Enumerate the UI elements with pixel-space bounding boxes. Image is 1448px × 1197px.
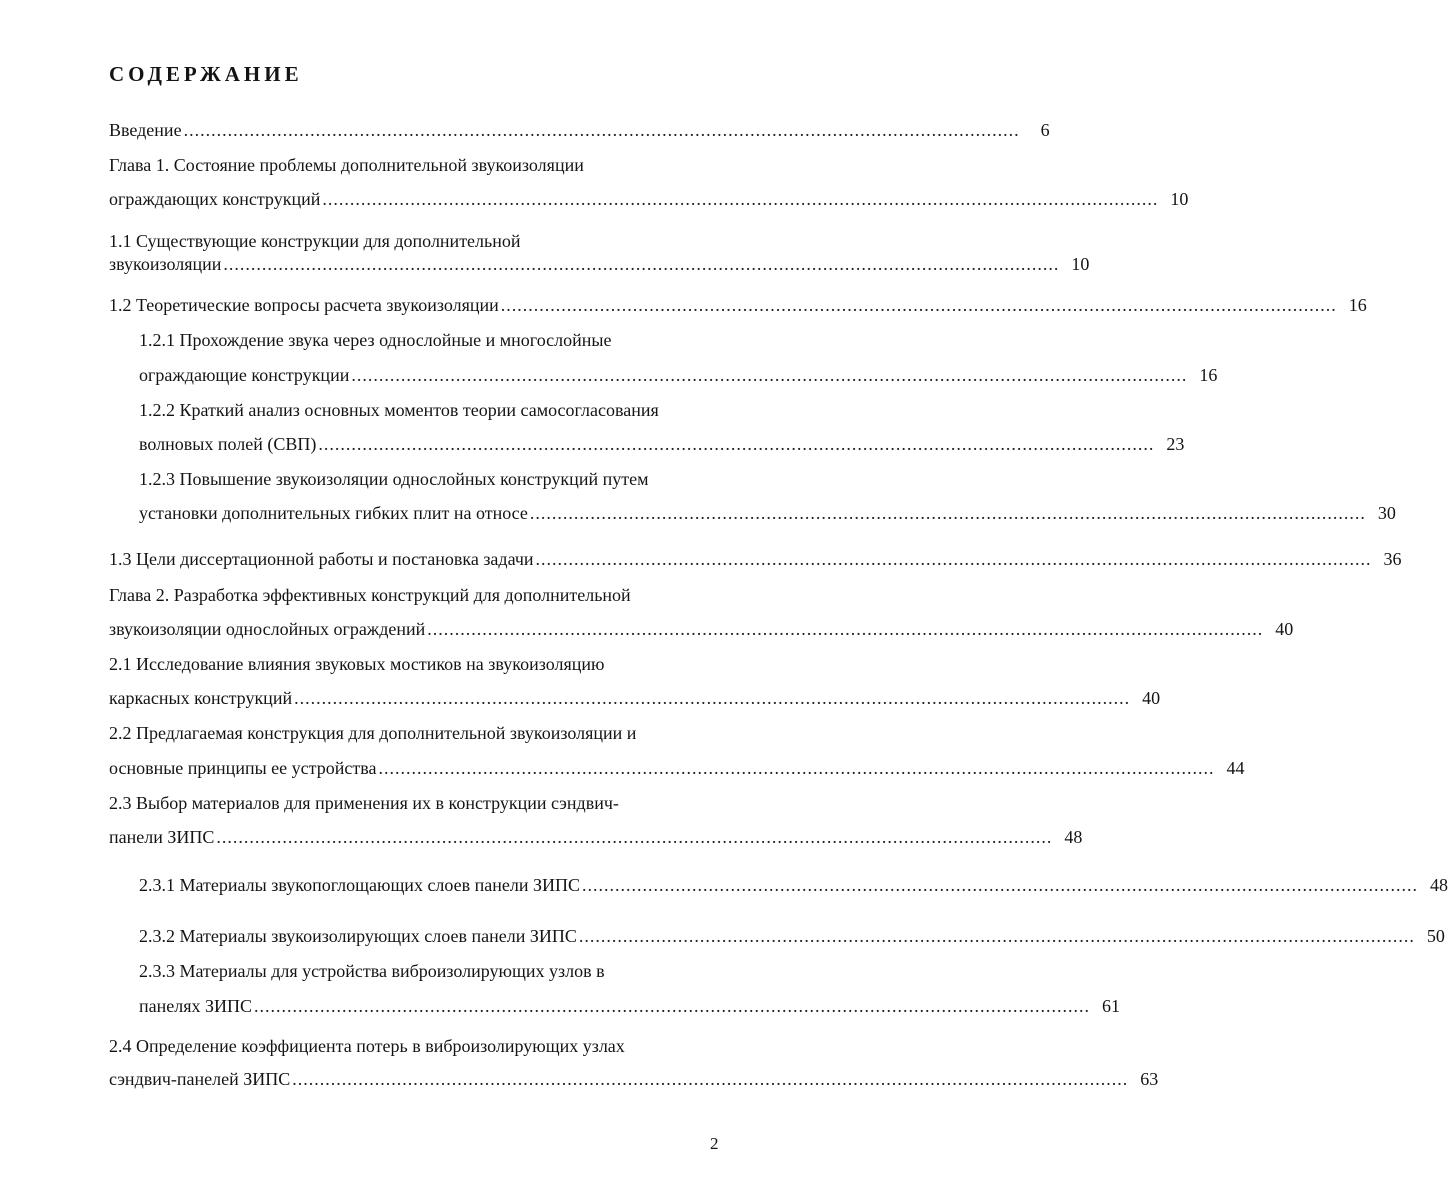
toc-page-number: 16 — [1348, 295, 1367, 315]
toc-entry-text: сэндвич-панелей ЗИПС — [109, 1069, 291, 1089]
toc-page-number: 40 — [1275, 619, 1294, 639]
toc-entry-2-3 — [109, 825, 1083, 849]
dot-leader: ........................................................................................................................................................ — [216, 827, 1053, 847]
toc-entry-line: 2.4 Определение коэффициента потерь в виброизолирующих узлах — [109, 1036, 625, 1056]
toc-entry-text: звукоизоляции — [109, 254, 222, 274]
toc-page-number: 48 — [1430, 875, 1448, 895]
toc-entry-1-2-2 — [139, 432, 1185, 456]
toc-entry-2-1 — [109, 686, 1161, 710]
dot-leader: ........................................................................................................................................................ — [318, 434, 1155, 454]
toc-page-number: 44 — [1226, 758, 1245, 778]
dot-leader: ........................................................................................................................................................ — [378, 758, 1215, 778]
toc-entry-text: 1.3 Цели диссертационной работы и постановка задачи — [109, 549, 534, 569]
dot-leader: ........................................................................................................................................................ — [500, 295, 1337, 315]
dot-leader: ........................................................................................................................................................ — [292, 1069, 1129, 1089]
toc-page-number: 10 — [1071, 254, 1090, 274]
toc-entry-2-3-2 — [139, 924, 1445, 948]
toc-page-number: 30 — [1377, 503, 1396, 523]
dot-leader: ........................................................................................................................................................ — [322, 189, 1159, 209]
toc-entry-text: звукоизоляции однослойных ограждений — [109, 619, 426, 639]
toc-entry-line: Глава 1. Состояние проблемы дополнительной звукоизоляции — [109, 155, 584, 175]
toc-entry-text: Введение — [109, 120, 182, 140]
dot-leader: ........................................................................................................................................................ — [351, 365, 1188, 385]
toc-entry-1-3 — [109, 547, 1402, 571]
toc-page-number: 6 — [1040, 120, 1050, 140]
dot-leader: ........................................................................................................................................................ — [294, 688, 1131, 708]
toc-page-number: 61 — [1102, 996, 1121, 1016]
toc-page-number: 63 — [1140, 1069, 1159, 1089]
toc-entry-1-1 — [109, 252, 1090, 276]
dot-leader: ........................................................................................................................................................ — [254, 996, 1091, 1016]
toc-entry-text: основные принципы ее устройства — [109, 758, 377, 778]
toc-entry-introduction — [109, 118, 1050, 142]
toc-entry-2-3-3 — [139, 994, 1121, 1018]
dot-leader: ........................................................................................................................................................ — [582, 875, 1418, 895]
toc-page-number: 23 — [1166, 434, 1185, 454]
toc-page-number: 10 — [1170, 189, 1189, 209]
toc-entry-line: 1.2.2 Краткий анализ основных моментов теории самосогласования — [139, 400, 659, 420]
toc-entry-line: 2.3 Выбор материалов для применения их в конструкции сэндвич- — [109, 793, 619, 813]
toc-page-number: 50 — [1426, 926, 1445, 946]
toc-entry-2-3-1 — [139, 873, 1448, 897]
toc-entry-text: волновых полей (СВП) — [139, 434, 317, 454]
toc-entry-text: ограждающие конструкции — [139, 365, 350, 385]
toc-page-number: 36 — [1383, 549, 1402, 569]
toc-entry-text: панелях ЗИПС — [139, 996, 253, 1016]
dot-leader: ........................................................................................................................................................ — [578, 926, 1415, 946]
toc-entry-line: 2.1 Исследование влияния звуковых мостиков на звукоизоляцию — [109, 654, 605, 674]
toc-page-number: 48 — [1064, 827, 1083, 847]
toc-entry-line: 2.3.3 Материалы для устройства виброизолирующих узлов в — [139, 961, 605, 981]
dot-leader: ........................................................................................................................................................ — [223, 254, 1060, 274]
toc-entry-chapter-1 — [109, 187, 1189, 211]
toc-entry-2-2 — [109, 756, 1245, 780]
toc-entry-text: панели ЗИПС — [109, 827, 215, 847]
toc-entry-text: 2.3.2 Материалы звукоизолирующих слоев панели ЗИПС — [139, 926, 577, 946]
dot-leader: ........................................................................................................................................................ — [183, 120, 1020, 140]
toc-entry-2-4 — [109, 1067, 1159, 1091]
dot-leader: ........................................................................................................................................................ — [535, 549, 1372, 569]
page-title: СОДЕРЖАНИЕ — [109, 62, 303, 86]
toc-entry-text: установки дополнительных гибких плит на относе — [139, 503, 528, 523]
toc-entry-line: 2.2 Предлагаемая конструкция для дополнительной звукоизоляции и — [109, 723, 637, 743]
toc-entry-line: Глава 2. Разработка эффективных конструкций для дополнительной — [109, 585, 631, 605]
toc-entry-text: 2.3.1 Материалы звукопоглощающих слоев панели ЗИПС — [139, 875, 580, 895]
toc-entry-1-2-1 — [139, 363, 1218, 387]
toc-entry-text: ограждающих конструкций — [109, 189, 321, 209]
dot-leader: ........................................................................................................................................................ — [529, 503, 1366, 523]
toc-entry-text: 1.2 Теоретические вопросы расчета звукоизоляции — [109, 295, 499, 315]
page-number: 2 — [710, 1134, 719, 1153]
toc-entry-1-2-3 — [139, 501, 1396, 525]
toc-entry-chapter-2 — [109, 617, 1294, 641]
toc-entry-text: каркасных конструкций — [109, 688, 293, 708]
toc-entry-line: 1.2.1 Прохождение звука через однослойные и многослойные — [139, 330, 612, 350]
toc-page-number: 40 — [1142, 688, 1161, 708]
toc-entry-line: 1.1 Существующие конструкции для дополнительной — [109, 231, 521, 251]
toc-entry-line: 1.2.3 Повышение звукоизоляции однослойных конструкций путем — [139, 469, 649, 489]
dot-leader: ........................................................................................................................................................ — [427, 619, 1264, 639]
toc-page-number: 16 — [1199, 365, 1218, 385]
toc-entry-1-2 — [109, 293, 1367, 317]
